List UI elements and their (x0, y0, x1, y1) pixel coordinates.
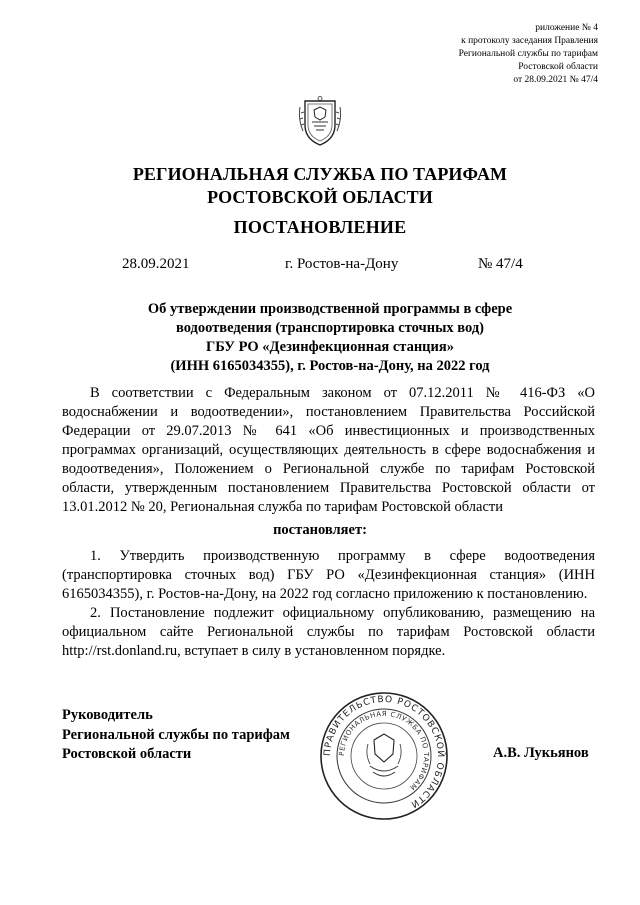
seal-outer-text: ПРАВИТЕЛЬСТВО РОСТОВСКОЙ ОБЛАСТИ (322, 694, 446, 810)
coat-of-arms-icon (297, 95, 343, 147)
appendix-line: к протоколу заседания Правления (461, 36, 598, 46)
document-number: № 47/4 (478, 256, 523, 272)
appendix-reference (459, 22, 598, 87)
seal-inner-text: РЕГИОНАЛЬНАЯ СЛУЖБА ПО ТАРИФАМ (337, 709, 431, 792)
resolution-item: 1. Утвердить производственную программу в сфере водоотведения (транспортировка сточных вод) ГБУ РО «Дезинфекционная станция» (ИНН 6165034355), г. Ростов-на-Дону, на 2022 год согласно приложению к постановлению. (62, 548, 595, 602)
official-seal-icon (318, 690, 450, 822)
signer-name: А.В. Лукьянов (493, 745, 589, 761)
document-date: 28.09.2021 (122, 256, 190, 272)
decides-heading: постановляет: (273, 522, 367, 538)
signer-title-line: Руководитель (62, 707, 153, 723)
resolution-items (62, 547, 595, 661)
resolution-item: 2. Постановление подлежит официальному опубликованию, размещению на официальном сайте Региональной службы по тарифам Ростовской области http://rst.donland.ru, вступает в силу в установленном порядке. (62, 605, 595, 659)
appendix-line: Региональной службы по тарифам (458, 49, 598, 59)
document-type-title: ПОСТАНОВЛЕНИЕ (233, 217, 407, 237)
appendix-line: от 28.09.2021 № 47/4 (513, 75, 598, 85)
organization-title-line: РЕГИОНАЛЬНАЯ СЛУЖБА ПО ТАРИФАМ (132, 164, 508, 184)
signer-title (62, 706, 290, 765)
organization-title-line: РОСТОВСКОЙ ОБЛАСТИ (207, 187, 433, 207)
subject-line: ГБУ РО «Дезинфекционная станция» (206, 339, 454, 355)
document-city: г. Ростов-на-Дону (285, 256, 399, 272)
signer-title-line: Ростовской области (62, 746, 192, 762)
organization-title (0, 163, 640, 209)
subject-line: (ИНН 6165034355), г. Ростов-на-Дону, на 2022 год (170, 358, 490, 374)
appendix-line: риложение № 4 (535, 23, 598, 33)
preamble-paragraph: В соответствии с Федеральным законом от 07.12.2011 № 416-ФЗ «О водоснабжении и водоотведении», постановлением Правительства Российской Федерации от 29.07.2013 № 641 «Об инвестиционных и производственных программах организаций, осуществляющих деятельность в сфере водоснабжения и водоотведения», Положением о Региональной службе по тарифам Ростовской области, утвержденным постановлением Правительства Ростовской области от 13.01.2012 № 20, Региональная служба по тарифам Ростовской области (62, 385, 595, 515)
subject-line: водоотведения (транспортировка сточных вод) (175, 320, 485, 336)
signer-title-line: Региональной службы по тарифам (62, 726, 290, 743)
appendix-line: Ростовской области (518, 62, 598, 72)
document-subject (100, 300, 560, 376)
subject-line: Об утверждении производственной программы в сфере (147, 301, 513, 317)
